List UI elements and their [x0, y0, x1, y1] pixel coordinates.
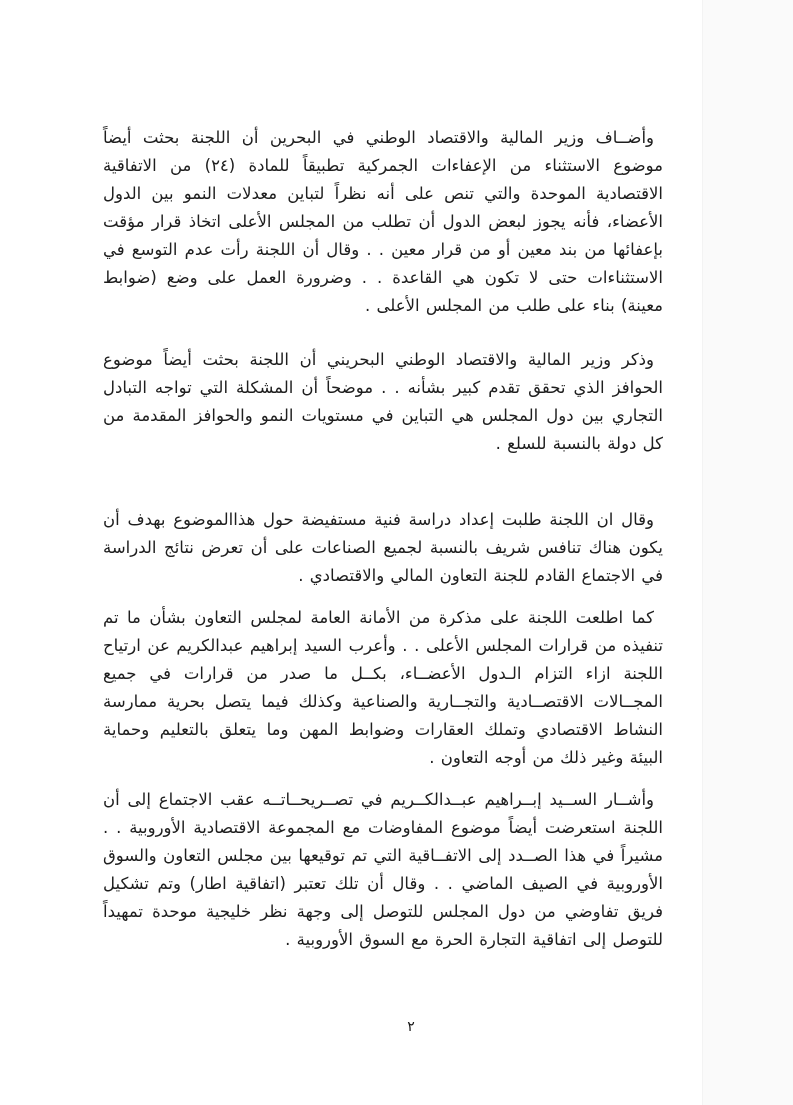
paragraph-secretariat-memo: كما اطلعت اللجنة على مذكرة من الأمانة العامة لمجلس التعاون بشأن ما تم تنفيذه من قرارات المجلس الأعلى . . وأعرب السيد إبراهيم عبدالكريم عن ارتياح اللجنة ازاء التزام الـدول الأعضــاء، بكــل ما صدر من قرارات في جميع المجــالات الاقتصــادية والتجــارية والصناعية وكذلك فيما يتصل بحرية ممارسة النشاط الاقتصادي وتملك العقارات وضوابط المهن وما يتعلق بالتعليم وحماية البيئة وغير ذلك من أوجه التعاون . — [103, 608, 663, 767]
document-body — [103, 124, 663, 954]
paragraph-eec-negotiations: وأشــار الســيد إبــراهيم عبــدالكــريم في تصــريحــاتــه عقب الاجتماع إلى أن اللجنة استعرضت أيضاً موضوع المفاوضات مع المجموعة الاقتصادية الأوروبية . . مشيراً في هذا الصــدد إلى الاتفــاقية التي تم توقيعها بين مجلس التعاون والسوق الأوروبية في الصيف الماضي . . وقال أن تلك تعتبر (اتفاقية اطار) وتم تشكيل فريق تفاوضي من دول المجلس للتوصل إلى وجهة نظر خليجية موحدة تمهيداً للتوصل إلى اتفاقية التجارة الحرة مع السوق الأوروبية . — [103, 790, 663, 949]
page-number: ٢ — [407, 1019, 415, 1035]
paragraph-incentives-trade: وذكر وزير المالية والاقتصاد الوطني البحريني أن اللجنة بحثت أيضاً موضوع الحوافز الذي تحقق تقدم كبير بشأنه . . موضحاً أن المشكلة التي تواجه التبادل التجاري بين دول المجلس هي التباين في مستويات النمو والحوافز المقدمة من كل دولة بالنسبة للسلع . — [103, 350, 663, 453]
paragraph-finance-minister-exemptions: وأضــاف وزير المالية والاقتصاد الوطني في البحرين أن اللجنة بحثت أيضاً موضوع الاستثناء من الإعفاءات الجمركية تطبيقاً للمادة (٢٤) من الاتفاقية الاقتصادية الموحدة والتي تنص على أنه نظراً لتباين معدلات النمو بين الدول الأعضاء، فأنه يجوز لبعض الدول أن تطلب من المجلس الأعلى اتخاذ قرار مؤقت بإعفائها من بند معين أو من قرار معين . . وقال أن اللجنة رأت عدم التوسع في الاستثناءات حتى لا تكون هي القاعدة . . وضرورة العمل على وضع (ضوابط معينة) بناء على طلب من المجلس الأعلى . — [103, 128, 663, 315]
scan-edge-shading — [702, 0, 793, 1105]
paragraph-technical-study: وقال ان اللجنة طلبت إعداد دراسة فنية مستفيضة حول هذاالموضوع بهدف أن يكون هناك تنافس شريف بالنسبة لجميع الصناعات على أن تعرض نتائج الدراسة في الاجتماع القادم للجنة التعاون المالي والاقتصادي . — [103, 510, 663, 585]
